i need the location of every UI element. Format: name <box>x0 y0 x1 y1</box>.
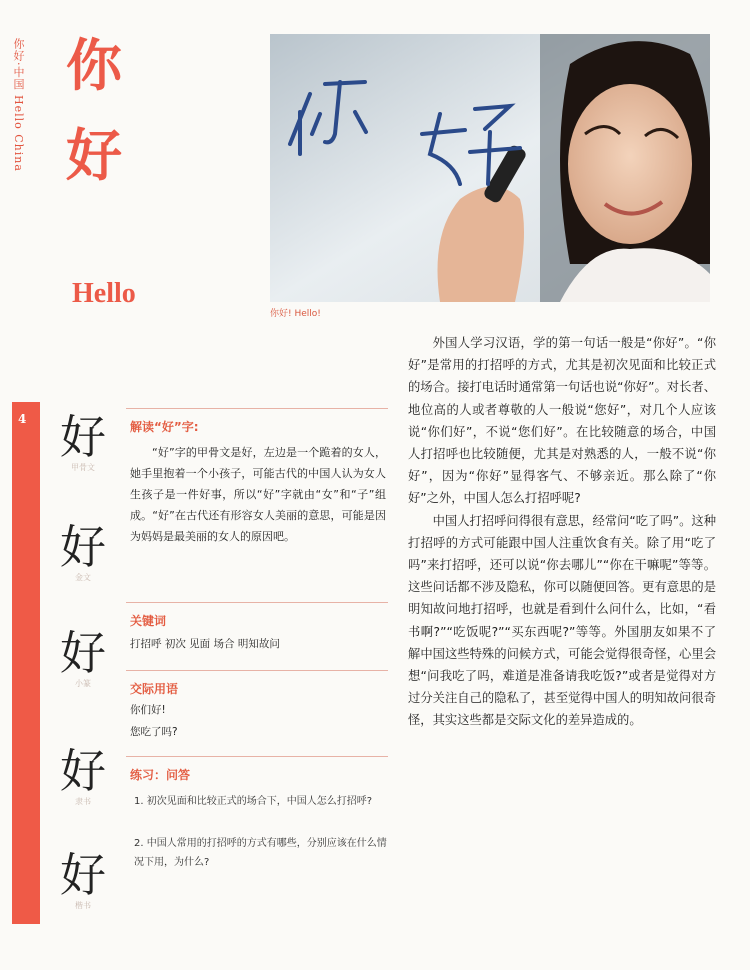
glyph-xiaozhuan <box>46 626 120 689</box>
jiedu-body <box>130 442 386 547</box>
photo-caption: 你好! Hello! <box>270 309 321 319</box>
glyph-label: 金文 <box>75 573 91 582</box>
glyph-char: 好 <box>60 744 106 798</box>
glyph-label: 隶书 <box>75 797 91 806</box>
series-vertical-label: 你好·中国 Hello China <box>12 38 25 172</box>
keywords-text: 打招呼 初次 见面 场合 明知故问 <box>130 638 280 650</box>
glyph-char: 好 <box>60 520 106 574</box>
glyph-lishu <box>46 744 120 807</box>
section-divider <box>126 670 388 671</box>
phrase-item: 你们好! <box>130 704 166 716</box>
jiedu-title: 解读“好”字: <box>130 420 199 434</box>
jiedu-paragraph: “好”字的甲骨文是好，左边是一个跪着的女人，她手里抱着一个小孩子，可能古代的中国人认为女人生孩子是一件好事，所以“好”字就由“女”和“子”组成。“好”在古代还有形容女人美丽的意思，可能是因为妈妈是最美丽的女人的原因吧。 <box>130 446 386 543</box>
page-number: 4 <box>18 412 27 426</box>
exercise-question: 1. 初次见面和比较正式的场合下，中国人怎么打招呼? <box>134 796 373 807</box>
exercise-question: 2. 中国人常用的打招呼的方式有哪些，分别应该在什么情况下用，为什么? <box>134 838 387 868</box>
glyph-jiaguwen <box>46 410 120 473</box>
glyph-char: 好 <box>60 626 106 680</box>
main-article <box>408 332 716 732</box>
title-char-hao: 好 <box>66 123 122 189</box>
keywords-title: 关键词 <box>130 614 167 628</box>
glyph-label: 甲骨文 <box>71 463 95 472</box>
side-bar <box>12 402 40 924</box>
phrase-item: 您吃了吗? <box>130 726 178 738</box>
hero-photo <box>270 34 710 302</box>
article-paragraph: 外国人学习汉语，学的第一句话一般是“你好”。“你好”是常用的打招呼的方式，尤其是初次见面和比较正式的场合。接打电话时通常第一句话也说“你好”。对长者、地位高的人或者尊敬的人一般说“您好”，对几个人应该说“你们好”，不说“您们好”。在比较随意的场合，中国人打招呼也比较随便，尤其是对熟悉的人，一般不说“你好”，因为“你好”显得客气、不够亲近。那么除了“你好”之外，中国人怎么打招呼呢? <box>408 336 716 506</box>
glyph-char: 好 <box>60 848 106 902</box>
glyph-char: 好 <box>60 410 106 464</box>
glyph-jinwen <box>46 520 120 583</box>
glyph-kaishu <box>46 848 120 911</box>
phrases-title: 交际用语 <box>130 682 179 696</box>
exercise-title: 练习：问答 <box>130 768 191 782</box>
section-divider <box>126 602 388 603</box>
glyph-label: 小篆 <box>75 679 91 688</box>
section-divider <box>126 756 388 757</box>
glyph-label: 楷书 <box>75 901 91 910</box>
article-paragraph: 中国人打招呼问得很有意思，经常问“吃了吗”。这种打招呼的方式可能跟中国人注重饮食有关。除了用“吃了吗”来打招呼，还可以说“你去哪儿”“你在干嘛呢”等等。这些问话都不涉及隐私，你可以随便回答。更有意思的是明知故问地打招呼，也就是看到什么问什么，比如，“看书啊?”“吃饭呢?”“买东西呢?”等等。外国朋友如果不了解中国这些特殊的问候方式，可能会觉得很奇怪，心里会想“问我吃了吗，难道是准备请我吃饭?”或者是觉得对方过分关注自己的隐私了，甚至觉得中国人的明知故问很奇怪，其实这些都是交际文化的差异造成的。 <box>408 513 716 728</box>
section-divider <box>126 408 388 409</box>
title-char-ni: 你 <box>66 33 122 99</box>
title-english: Hello <box>72 278 136 309</box>
